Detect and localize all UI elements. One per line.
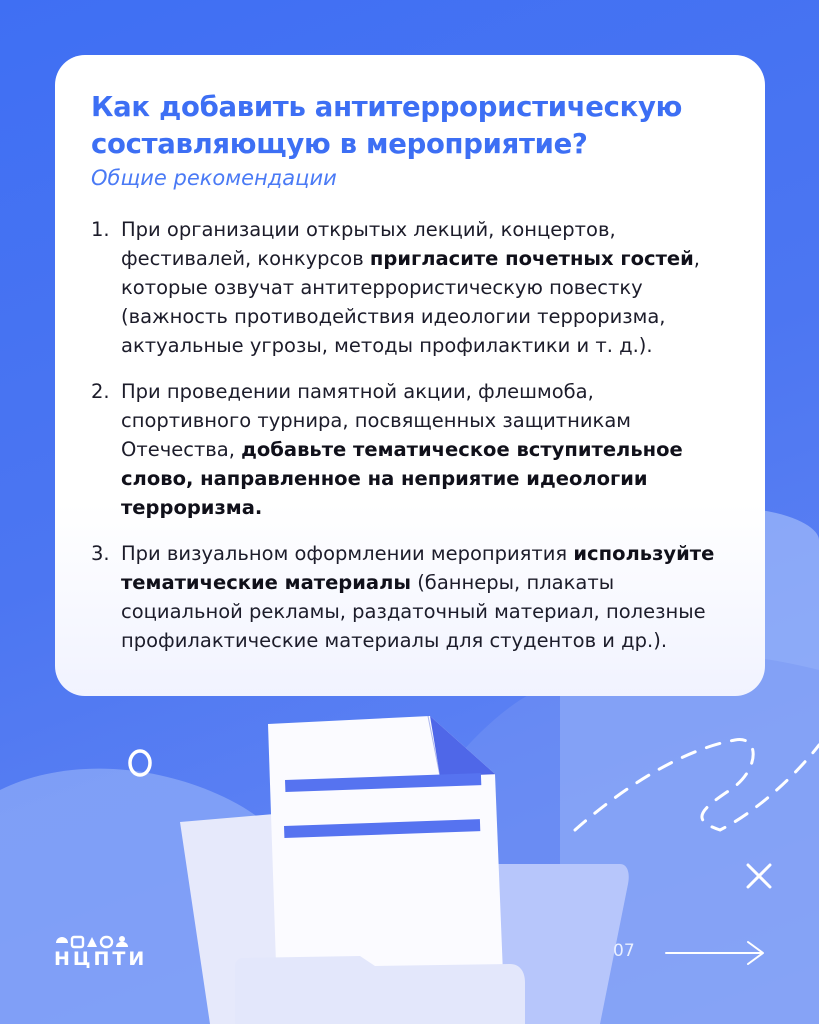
content-card: [55, 55, 765, 696]
logo-text: НЦПТИ: [54, 948, 148, 970]
item-text-part: , которые озвучат антитеррористическую повестку (важность противодействия идеологии терроризма, актуальные угрозы, методы профилактики и т. д.).: [121, 247, 700, 357]
circle-outline-icon: [127, 747, 157, 781]
list-item-text: [121, 215, 729, 360]
list-item-number: 2.: [91, 380, 110, 403]
item-text-emphasis: используйте тематические материалы: [121, 542, 715, 594]
logo: [54, 934, 148, 972]
list-item: [91, 539, 729, 655]
item-text-part: (баннеры, плакаты социальной рекламы, раздаточный материал, полезные профилактические материалы для студентов и др.).: [121, 571, 706, 652]
page-title: Как добавить антитеррористическую составляющую в мероприятие?: [91, 91, 683, 160]
arrow-right-icon[interactable]: [664, 940, 768, 966]
list-item-text: [121, 377, 729, 522]
page-subtitle: Общие рекомендации: [91, 166, 337, 190]
list-item-text: [121, 539, 729, 655]
document-folder-icon: [160, 704, 630, 1024]
item-text-part: При проведении памятной акции, флешмоба, спортивного турнира, посвященных защитникам Отечества,: [121, 380, 631, 461]
list-item-number: 3.: [91, 542, 110, 565]
page-number: 07: [613, 941, 635, 961]
recommendations-list: [91, 215, 729, 655]
item-text-part: При визуальном оформлении мероприятия: [121, 542, 574, 565]
item-text-emphasis: добавьте тематическое вступительное слово, направленное на неприятие идеологии терроризма.: [121, 438, 683, 519]
item-text-emphasis: пригласите почетных гостей: [369, 247, 694, 270]
item-text-part: При организации открытых лекций, концертов, фестивалей, конкурсов: [121, 218, 616, 270]
list-item: [91, 377, 729, 522]
list-item: [91, 215, 729, 360]
list-item-number: 1.: [91, 218, 110, 241]
cross-icon: [745, 862, 775, 892]
